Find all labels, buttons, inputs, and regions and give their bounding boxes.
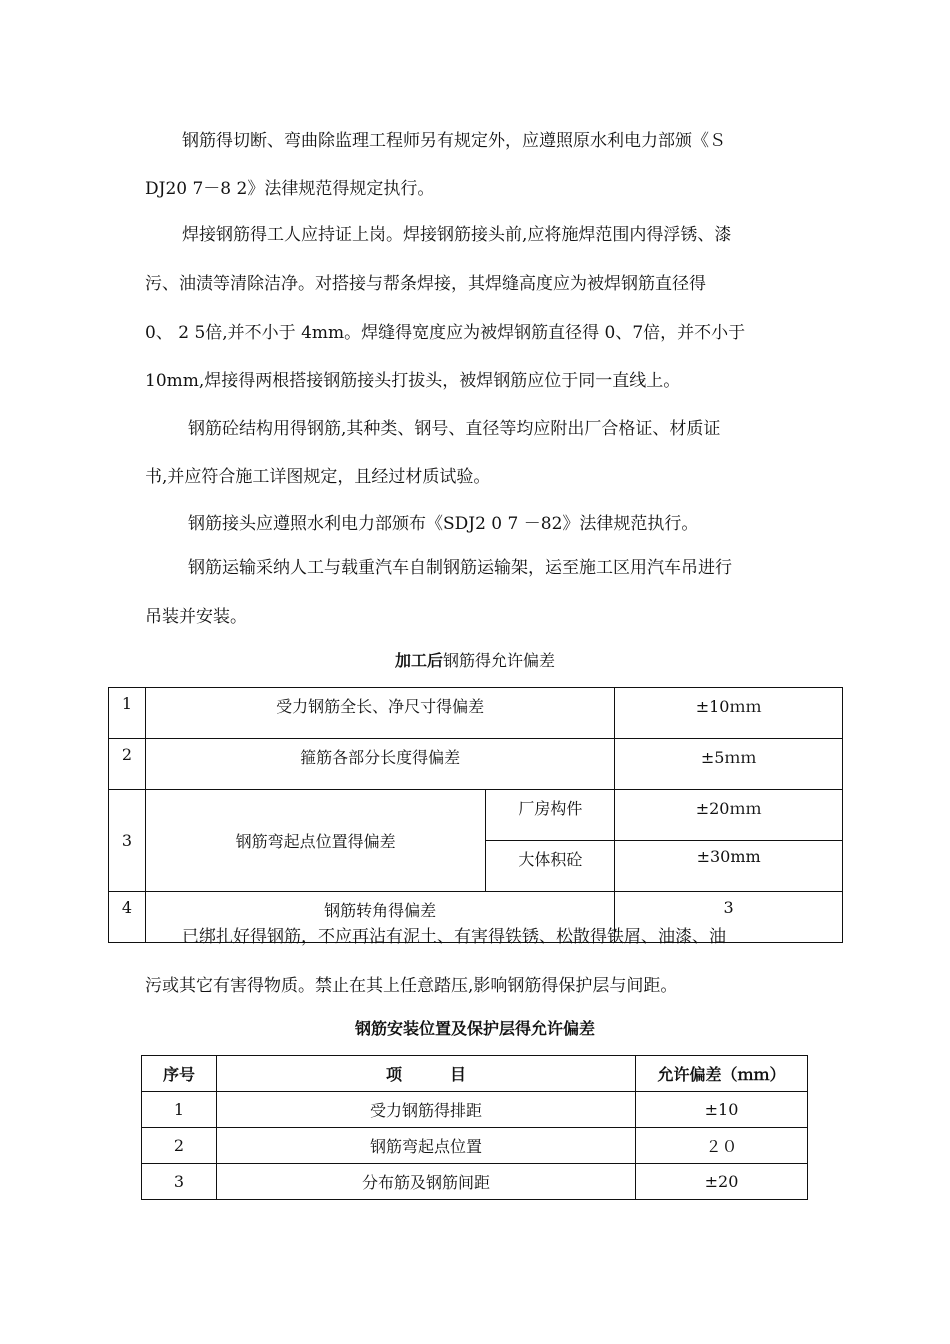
header-tolerance: 允许偏差（ｍｍ）: [636, 1056, 808, 1092]
paragraph-6-line-2: 污或其它有害得物质。禁止在其上任意踏压,影响钢筋得保护层与间距。: [145, 976, 678, 996]
paragraph-3-line-2: 书,并应符合施工详图规定，且经过材质试验。: [145, 467, 491, 487]
table-1-caption-rest: 钢筋得允许偏差: [443, 651, 556, 670]
table-row: [142, 1128, 808, 1164]
table-2-caption: 钢筋安装位置及保护层得允许偏差: [354, 1019, 595, 1038]
paragraph-2-line-1: 焊接钢筋得工人应持证上岗。焊接钢筋接头前,应将施焊范围内得浮锈、漆: [182, 225, 732, 245]
row-item: 分布筋及钢筋间距: [217, 1164, 636, 1200]
header-item: 项 目: [217, 1056, 636, 1092]
paragraph-4-line-1: 钢筋接头应遵照水利电力部颁布《SDJ2 0 7 －82》法律规范执行。: [188, 514, 699, 534]
paragraph-1-line-1: 钢筋得切断、弯曲除监理工程师另有规定外，应遵照原水利电力部颁《Ｓ: [182, 131, 726, 151]
tolerance-table-processing: [108, 687, 843, 943]
row-subitem: 大体积砼: [486, 841, 615, 892]
row-item: 钢筋转角得偏差: [145, 892, 614, 943]
table-1-caption-bold: 加工后: [394, 651, 443, 670]
row-item: 箍筋各部分长度得偏差: [145, 739, 614, 790]
table-row: [142, 1092, 808, 1128]
paragraph-2-line-2: 污、油渍等清除洁净。对搭接与帮条焊接，其焊缝高度应为被焊钢筋直径得: [145, 274, 706, 294]
paragraph-5-line-1: 钢筋运输采纳人工与载重汽车自制钢筋运输架，运至施工区用汽车吊进行: [188, 558, 732, 578]
table-row: [109, 688, 843, 739]
row-value: ±20ｍｍ: [615, 790, 843, 841]
table-1-caption: [0, 648, 950, 671]
row-item: 受力钢筋全长、净尺寸得偏差: [145, 688, 614, 739]
row-value: ±10: [636, 1092, 808, 1128]
tolerance-table-installation: [141, 1055, 808, 1200]
row-number: 2: [109, 739, 146, 790]
row-number: 3: [109, 790, 146, 892]
row-item: 受力钢筋得排距: [217, 1092, 636, 1128]
row-number: 3: [142, 1164, 217, 1200]
row-value: ２０: [636, 1128, 808, 1164]
paragraph-5-line-2: 吊装并安装。: [145, 607, 247, 627]
row-number: 1: [142, 1092, 217, 1128]
table-header-row: [142, 1056, 808, 1092]
paragraph-6-line-1: 已绑扎好得钢筋，不应再沾有泥土、有害得铁锈、松散得铁屑、油漆、油: [182, 927, 726, 947]
row-value: ±30mm: [615, 841, 843, 892]
table-row: [142, 1164, 808, 1200]
table-row: [109, 790, 843, 841]
row-value: 3: [615, 892, 843, 943]
row-value: ±10ｍｍ: [615, 688, 843, 739]
row-number: 2: [142, 1128, 217, 1164]
table-row: [109, 739, 843, 790]
paragraph-1-line-2: DJ20 7－8 2》法律规范得规定执行。: [145, 179, 435, 199]
row-item: 钢筋弯起点位置得偏差: [145, 790, 485, 892]
row-item: 钢筋弯起点位置: [217, 1128, 636, 1164]
row-subitem: 厂房构件: [486, 790, 615, 841]
row-value: ±5ｍｍ: [615, 739, 843, 790]
paragraph-2-line-4: 10mm,焊接得两根搭接钢筋接头打拔头，被焊钢筋应位于同一直线上。: [145, 371, 681, 391]
header-number: 序号: [142, 1056, 217, 1092]
row-number: 1: [109, 688, 146, 739]
paragraph-3-line-1: 钢筋砼结构用得钢筋,其种类、钢号、直径等均应附出厂合格证、材质证: [188, 419, 721, 439]
row-number: 4: [109, 892, 146, 943]
paragraph-2-line-3: 0、 2 5倍,并不小于 4mm。焊缝得宽度应为被焊钢筋直径得 0、7倍，并不小于: [145, 323, 746, 343]
row-value: ±20: [636, 1164, 808, 1200]
